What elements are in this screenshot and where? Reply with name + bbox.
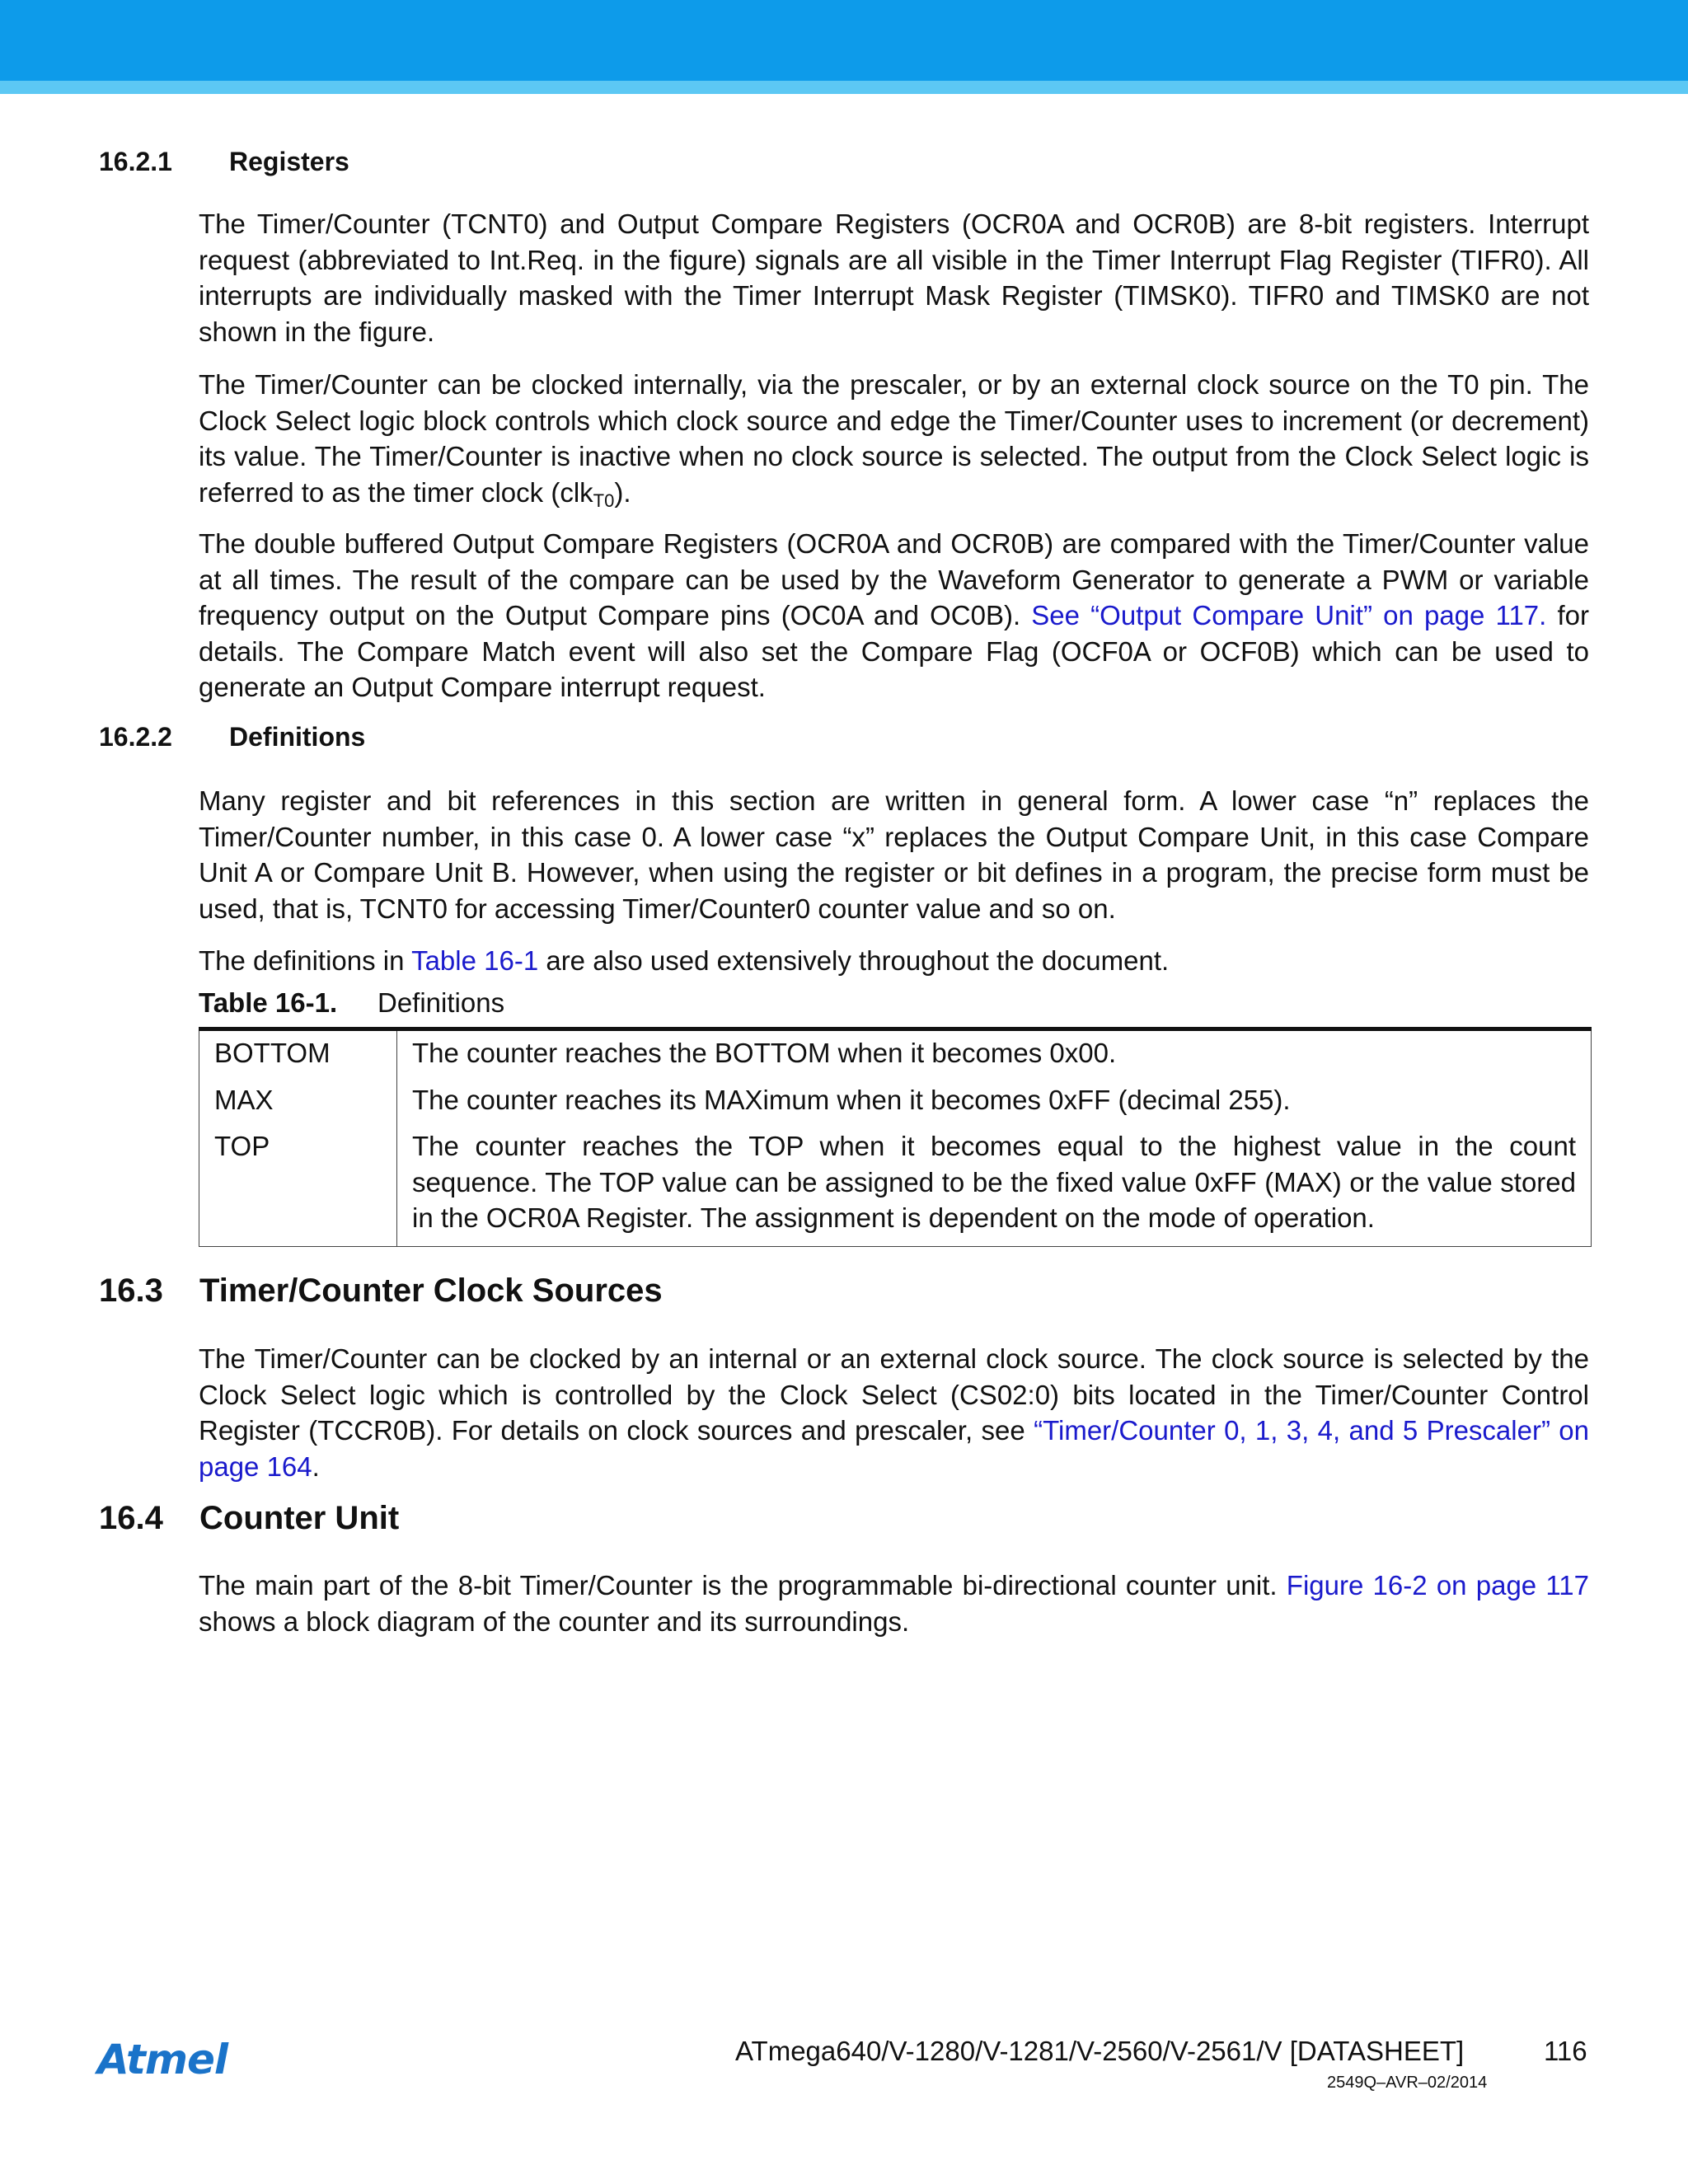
text-span: The double buffered Output Compare Registers (OCR0A and OCR0B) are compared with the Timer/Counter value at all times. The result of the compare can be used by the Waveform Generator to generate a PWM or variable frequency output on the Output Compare pins (OC0A and OC0B). [199,528,1589,630]
section-title: Registers [229,147,349,176]
header-bar [0,0,1688,81]
table-cell-desc: The counter reaches the TOP when it becomes equal to the highest value in the count sequence. The TOP value can be assigned to be the fixed value 0xFF (MAX) or the value stored in the OCR0A Register. The assignment is dependent on the mode of operation. [412,1131,1576,1233]
table-row [199,1029,1592,1078]
section-heading-16-2-2 [99,722,365,752]
section-title: Timer/Counter Clock Sources [199,1272,663,1309]
text-span: are also used extensively throughout the document. [538,945,1170,976]
paragraph-clock-sources [199,1341,1589,1484]
link-figure-16-2[interactable]: Figure 16-2 on page 117 [1286,1570,1589,1601]
table-cell-term: BOTTOM [199,1029,397,1078]
section-number: 16.2.1 [99,147,172,176]
section-heading-16-3 [99,1272,663,1310]
section-heading-16-2-1 [99,147,349,177]
document-id: 2549Q–AVR–02/2014 [1327,2074,1488,2092]
table-cell-term: TOP [199,1124,397,1246]
section-title: Definitions [229,722,366,752]
subscript-text: T0 [593,490,615,511]
paragraph-registers-3 [199,526,1589,705]
paragraph-registers-2 [199,367,1589,518]
definitions-table [199,1027,1592,1247]
section-number: 16.4 [99,1500,163,1536]
section-title: Counter Unit [199,1500,400,1536]
paragraph-registers-1: The Timer/Counter (TCNT0) and Output Compare Registers (OCR0A and OCR0B) are 8-bit registers. Interrupt request (abbreviated to Int.Req. in the figure) signals are all visible in the Timer Interrupt Flag Register (TIFR0). All interrupts are individually masked with the Timer Interrupt Mask Register (TIMSK0). TIFR0 and TIMSK0 are not shown in the figure. [199,209,1589,347]
text-span: for details. The Compare Match event will also set the Compare Flag (OCF0A or OCF0B) which can be used to generate an Output Compare interrupt request. [199,600,1589,702]
table-row [199,1124,1592,1246]
paragraph-counter-unit [199,1568,1589,1639]
section-number: 16.2.2 [99,722,172,752]
atmel-logo: Atmel [97,2036,228,2083]
link-table-16-1[interactable]: Table 16-1 [411,945,539,976]
table-cell-desc: The counter reaches its MAXimum when it becomes 0xFF (decimal 255). [412,1084,1291,1115]
table-cell-term: MAX [199,1078,397,1125]
paragraph-definitions-1: Many register and bit references in this section are written in general form. A lower case “n” replaces the Timer/Counter number, in this case 0. A lower case “x” replaces the Output Compare Unit, in this case Compare Unit A or Compare Unit B. However, when using the register or bit defines in a program, the precise form must be used, that is, TCNT0 for accessing Timer/Counter0 counter value and so on. [199,785,1589,924]
text-span: The Timer/Counter can be clocked internally, via the prescaler, or by an external clock source on the T0 pin. The Clock Select logic block controls which clock source and edge the Timer/Counter uses to increment (or decrement) its value. The Timer/Counter is inactive when no clock source is selected. The output from the Clock Select logic is referred to as the timer clock (clk [199,369,1589,508]
text-span: The main part of the 8-bit Timer/Counter is the programmable bi-directional counter unit. [199,1570,1287,1601]
table-row [199,1078,1592,1125]
text-span: The Timer/Counter can be clocked by an internal or an external clock source. The clock source is selected by the Clock Select logic which is controlled by the Clock Select (CS02:0) bits located in the Timer/Counter Control Register (TCCR0B). For details on clock sources and prescaler, see [199,1343,1589,1446]
table-caption-title: Definitions [377,987,505,1018]
table-caption-label: Table 16-1. [199,987,338,1018]
table-cell-desc: The counter reaches the BOTTOM when it becomes 0x00. [412,1038,1117,1068]
text-span: shows a block diagram of the counter and its surroundings. [199,1605,910,1637]
text-span: The definitions in [199,945,412,976]
link-prescaler[interactable]: “Timer/Counter 0, 1, 3, 4, and 5 Prescaler” on page 164 [199,1415,1589,1482]
text-span: ). [614,476,631,508]
footer-title: ATmega640/V-1280/V-1281/V-2560/V-2561/V [DATASHEET] [735,2036,1465,2066]
header-stripe [0,81,1688,94]
link-output-compare-unit[interactable]: See “Output Compare Unit” on page 117. [1031,600,1547,630]
table-caption [199,987,504,1019]
page-number: 116 [1544,2036,1587,2066]
text-span: . [312,1451,320,1482]
paragraph-definitions-2 [199,943,1589,979]
section-heading-16-4 [99,1500,399,1537]
section-number: 16.3 [99,1272,163,1309]
